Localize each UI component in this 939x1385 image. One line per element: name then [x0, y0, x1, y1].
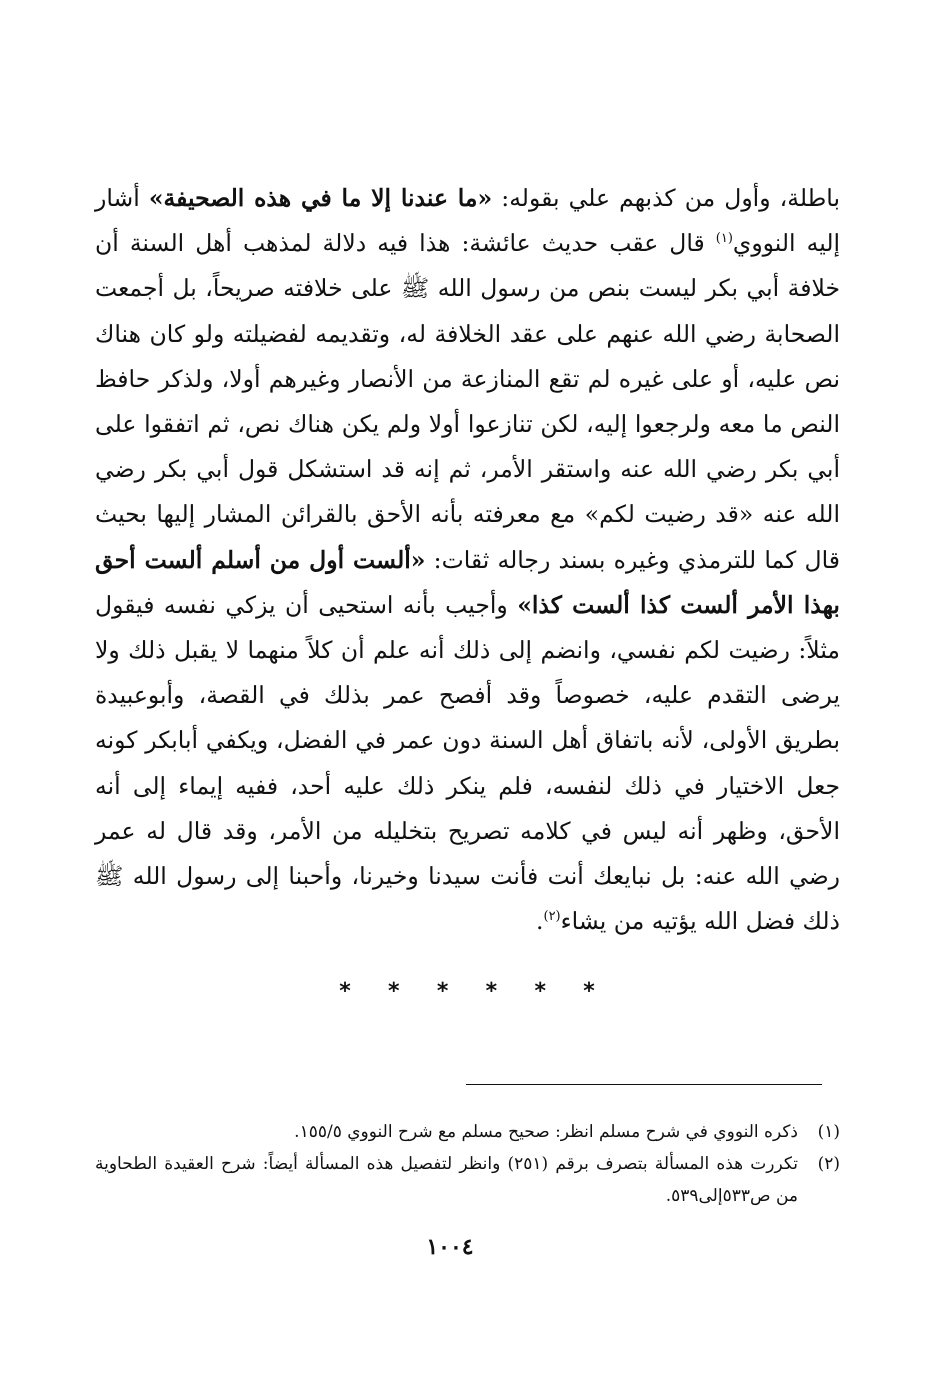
- text-run: أشار إليه النووي: [95, 184, 841, 258]
- footnote-text: ذكره النووي في شرح مسلم انظر: صحيح مسلم مع شرح النووي ١٥٥/٥.: [294, 1122, 798, 1142]
- text-run: باطلة، وأول من كذبهم علي بقوله:: [492, 184, 841, 212]
- text-run: وأجيب بأنه استحيى أن يزكي نفسه فيقول مثلاً: رضيت لكم نفسي، وانضم إلى ذلك أنه علم أن كلاً منهما لا يقبل ذلك ولا يرضى التقدم عليه، خصوصاً وقد أفصح عمر بذلك في القصة، وأبوعبيدة بطريق الأولى، لأنه باتفاق أهل السنة دون عمر في الفضل، ويكفي أبابكر كونه جعل الاختيار في ذلك لنفسه، فلم ينكر ذلك عليه أحد، ففيه إيماء إلى أنه الأحق، وظهر أنه ليس في كلامه تصريح بتخليله من الأمر، وقد قال له عمر رضي الله عنه: بل نبايعك أنت فأنت سيدنا وخيرنا، وأحبنا إلى رسول الله ﷺ ذلك فضل الله يؤتيه من يشاء: [95, 590, 840, 936]
- main-paragraph: [95, 176, 840, 944]
- separator-star: *: [583, 979, 595, 1004]
- text-run: .: [536, 907, 544, 936]
- hadith-quote: «ألست أول من أسلم ألست أحق بهذا الأمر ألست كذا ألست كذا»: [95, 545, 840, 619]
- text-run: قال عقب حديث عائشة: هذا فيه دلالة لمذهب أهل السنة أن خلافة أبي بكر ليست بنص من رسول الله ﷺ على خلافته صريحاً، بل أجمعت الصحابة رضي الله عنهم على عقد الخلافة له، وتقديمه لفضيلته ولو كان هناك نص عليه، أو على غيره لم تقع المنازعة من الأنصار وغيرهم أولا، ولذكر حافظ النص ما معه ولرجعوا إليه، لكن تنازعوا أولا ولم يكن هناك نص، ثم اتفقوا على أبي بكر رضي الله عنه واستقر الأمر، ثم إنه قد استشكل قول أبي بكر رضي الله عنه «قد رضيت لكم» مع معرفته بأنه الأحق بالقرائن المشار إليها بحيث قال كما للترمذي وغيره بسند رجاله ثقات:: [95, 229, 840, 574]
- footnote-divider: [466, 1084, 822, 1085]
- footnote-reference: (١): [715, 231, 733, 247]
- separator-star: *: [534, 979, 546, 1004]
- separator-star: *: [436, 979, 449, 1004]
- section-separator: [335, 978, 599, 1006]
- footnote-item: [95, 1116, 840, 1148]
- footnote-text: تكررت هذه المسألة بتصرف برقم (٢٥١) وانظر لتفصيل هذه المسألة أيضاً: شرح العقيدة الطحاوية من ص٥٣٣إلى٥٣٩.: [95, 1154, 798, 1206]
- footnote-reference: (٢): [543, 909, 561, 925]
- footnote-number: (١): [817, 1122, 840, 1142]
- separator-star: *: [388, 979, 400, 1004]
- footnotes-block: [95, 1116, 840, 1212]
- separator-star: *: [485, 979, 498, 1004]
- main-text-block: [95, 176, 840, 944]
- footnote-item: [95, 1148, 840, 1212]
- separator-star: *: [339, 979, 351, 1004]
- hadith-quote: «ما عندنا إلا ما في هذه الصحيفة»: [148, 184, 493, 212]
- page-number: ١٠٠٤: [426, 1234, 474, 1260]
- footnote-number: (٢): [817, 1154, 840, 1174]
